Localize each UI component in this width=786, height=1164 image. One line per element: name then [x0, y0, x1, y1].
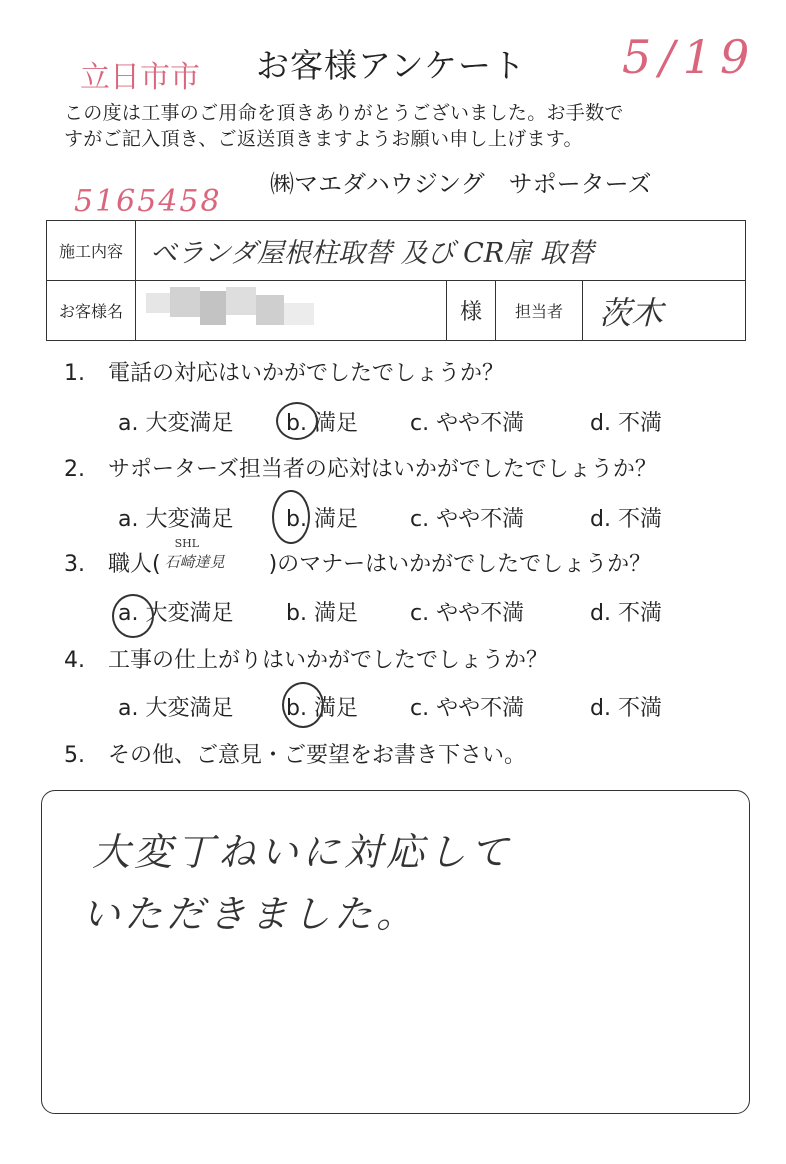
- q1-option-a[interactable]: a. 大変満足: [118, 411, 234, 436]
- staff-value-cell: [583, 281, 746, 341]
- info-table: [46, 220, 746, 341]
- q1-selection-circle: [276, 402, 318, 440]
- q3-option-d[interactable]: d. 不満: [590, 601, 662, 626]
- q4-option-d[interactable]: d. 不満: [590, 696, 662, 721]
- date-handwritten: 5/19: [622, 30, 758, 84]
- question-4-options: [118, 691, 662, 722]
- comment-box[interactable]: [41, 790, 750, 1114]
- question-3-text-before: 職人(: [108, 552, 161, 577]
- question-1-number: 1.: [64, 361, 85, 386]
- question-1-options: [118, 406, 662, 437]
- q3-selection-circle: [112, 594, 154, 638]
- customer-name-redacted: [146, 287, 326, 333]
- q2-option-d[interactable]: d. 不満: [590, 507, 662, 532]
- work-label: 施工内容: [47, 221, 136, 281]
- q3-option-c[interactable]: c. やや不満: [410, 601, 525, 626]
- question-3: [64, 537, 652, 578]
- staff-label: 担当者: [496, 281, 583, 341]
- intro-line-1: この度は工事のご用命を頂きありがとうございました。お手数で: [64, 102, 624, 124]
- question-3-note-small: SHL: [174, 537, 200, 550]
- intro-line-2: すがご記入頂き、ご返送頂きますようお願い申し上げます。: [64, 128, 583, 150]
- city-handwritten: 立日市市: [80, 60, 200, 95]
- question-5-number: 5.: [64, 743, 85, 768]
- q1-option-d[interactable]: d. 不満: [590, 411, 662, 436]
- question-5: [64, 738, 526, 769]
- question-5-text: その他、ご意見・ご要望をお書き下さい。: [108, 743, 527, 768]
- work-value-handwritten: ベランダ屋根柱取替 及び CR扉 取替: [150, 238, 594, 269]
- question-4-text: 工事の仕上がりはいかがでしたでしょうか？: [108, 648, 549, 673]
- q4-option-c[interactable]: c. やや不満: [410, 696, 525, 721]
- q4-selection-circle: [282, 682, 324, 728]
- question-2-options: [118, 502, 662, 533]
- question-3-options: [118, 596, 662, 627]
- honorific: 様: [447, 281, 496, 341]
- customer-name-cell: [136, 281, 447, 341]
- comment-line-2: いただきました。: [82, 892, 419, 936]
- q4-option-b[interactable]: b. 満足: [286, 696, 358, 721]
- comment-line-1: 大変丁ねいに対応して: [92, 830, 513, 874]
- q3-option-b[interactable]: b. 満足: [286, 601, 358, 626]
- question-1-text: 電話の対応はいかがでしたでしょうか？: [108, 361, 505, 386]
- page-title: お客様アンケート: [256, 46, 527, 85]
- q1-option-c[interactable]: c. やや不満: [410, 411, 525, 436]
- q1-option-b[interactable]: b. 満足: [286, 411, 358, 436]
- question-4: [64, 643, 548, 674]
- question-3-note-handwritten: 石崎達見: [164, 553, 225, 571]
- q2-option-a[interactable]: a. 大変満足: [118, 507, 234, 532]
- question-2: [64, 452, 657, 483]
- question-2-text: サポーターズ担当者の応対はいかがでしたでしょうか？: [108, 457, 657, 482]
- q2-selection-circle: [272, 490, 310, 544]
- q4-option-a[interactable]: a. 大変満足: [118, 696, 234, 721]
- company-name: ㈱マエダハウジング サポーターズ: [270, 170, 652, 198]
- work-value-cell: [136, 221, 746, 281]
- order-number-handwritten: 5165458: [74, 184, 222, 219]
- staff-value-handwritten: 茨木: [599, 293, 664, 332]
- question-4-number: 4.: [64, 648, 85, 673]
- q2-option-c[interactable]: c. やや不満: [410, 507, 525, 532]
- question-1: [64, 356, 504, 387]
- q2-option-b[interactable]: b. 満足: [286, 507, 358, 532]
- question-3-number: 3.: [64, 552, 85, 577]
- q3-option-a[interactable]: a. 大変満足: [118, 601, 234, 626]
- question-3-note-blank: [161, 537, 269, 571]
- customer-label: お客様名: [47, 281, 136, 341]
- question-3-text-after: )のマナーはいかがでしたでしょうか？: [268, 552, 652, 577]
- question-2-number: 2.: [64, 457, 85, 482]
